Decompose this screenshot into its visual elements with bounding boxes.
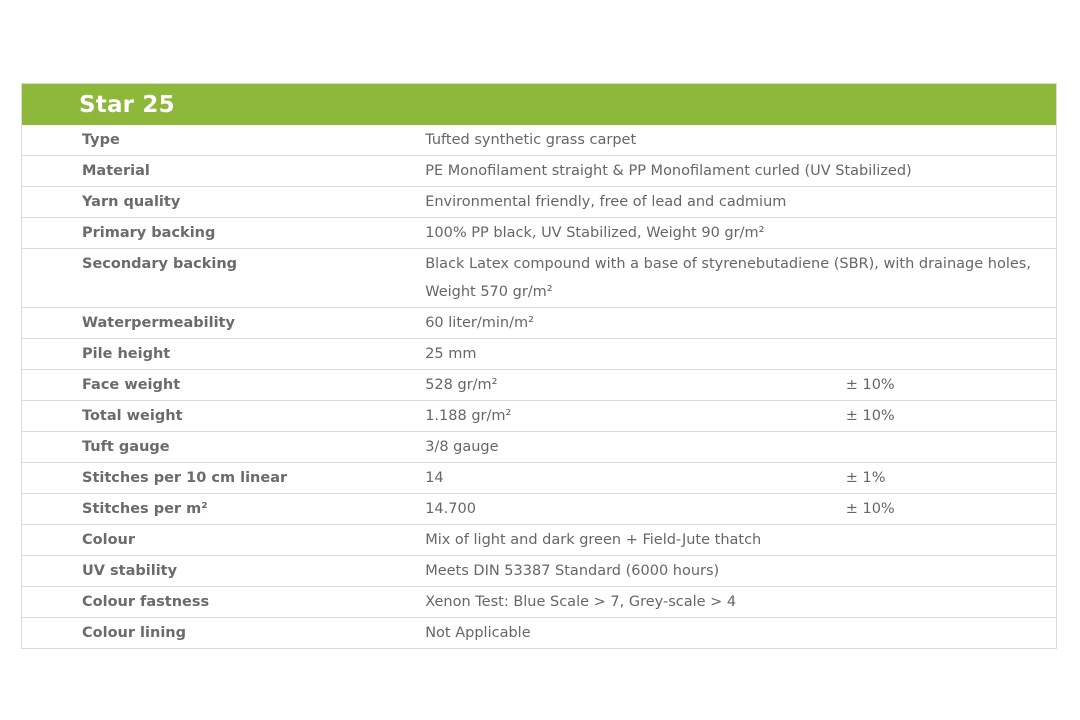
spec-value: Xenon Test: Blue Scale > 7, Grey-scale > 4: [425, 587, 1056, 618]
spec-label: Colour lining: [82, 625, 186, 641]
spec-value: 14: [425, 463, 846, 494]
spec-label: Pile height: [22, 339, 425, 370]
spec-label: Material: [22, 156, 425, 187]
spec-row: [22, 218, 1056, 249]
product-title: Star 25: [79, 91, 175, 118]
spec-value: 25 mm: [425, 339, 1056, 370]
spec-label: Secondary backing: [22, 249, 425, 308]
spec-tolerance: ± 10%: [846, 401, 1056, 432]
spec-label: Waterpermeability: [22, 308, 425, 339]
spec-tolerance: ± 10%: [846, 494, 1056, 525]
spec-value: 1.188 gr/m²: [425, 401, 846, 432]
spec-label: Tuft gauge: [22, 432, 425, 463]
spec-row: [22, 525, 1056, 556]
spec-header: [22, 84, 1056, 125]
spec-label: Yarn quality: [22, 187, 425, 218]
spec-tolerance: ± 1%: [846, 463, 1056, 494]
spec-row: [22, 432, 1056, 463]
spec-row: [22, 249, 1056, 308]
spec-value: 60 liter/min/m²: [425, 308, 1056, 339]
spec-label: Type: [22, 125, 425, 156]
spec-label: Colour fastness: [22, 587, 425, 618]
spec-value: Tufted synthetic grass carpet: [425, 125, 1056, 156]
spec-value: 14.700: [425, 494, 846, 525]
spec-label: Primary backing: [22, 218, 425, 249]
spec-row: [22, 618, 1056, 649]
spec-value: Mix of light and dark green + Field-Jute thatch: [425, 525, 1056, 556]
spec-row: [22, 401, 1056, 432]
spec-row: [22, 494, 1056, 525]
spec-value: 3/8 gauge: [425, 432, 1056, 463]
spec-value: 100% PP black, UV Stabilized, Weight 90 gr/m²: [425, 218, 1056, 249]
spec-value: Environmental friendly, free of lead and cadmium: [425, 187, 1056, 218]
spec-row: [22, 308, 1056, 339]
spec-value: PE Monofilament straight & PP Monofilament curled (UV Stabilized): [425, 156, 1056, 187]
spec-value: Not Applicable: [425, 625, 531, 641]
spec-row: [22, 339, 1056, 370]
spec-label: Total weight: [22, 401, 425, 432]
spec-row: [22, 156, 1056, 187]
spec-label: UV stability: [22, 556, 425, 587]
spec-label: Stitches per 10 cm linear: [22, 463, 425, 494]
spec-label: Colour: [22, 525, 425, 556]
spec-value: 528 gr/m²: [425, 370, 846, 401]
spec-value: Meets DIN 53387 Standard (6000 hours): [425, 556, 1056, 587]
spec-row: [22, 587, 1056, 618]
spec-row: [22, 370, 1056, 401]
spec-row: [22, 556, 1056, 587]
spec-table: [22, 125, 1056, 648]
spec-value: Black Latex compound with a base of styrenebutadiene (SBR), with drainage holes, Weight 570 gr/m²: [425, 256, 1031, 300]
spec-row: [22, 125, 1056, 156]
spec-tolerance: ± 10%: [846, 370, 1056, 401]
spec-label: Face weight: [22, 370, 425, 401]
spec-row: [22, 463, 1056, 494]
spec-row: [22, 187, 1056, 218]
spec-label: Stitches per m²: [22, 494, 425, 525]
spec-sheet: [21, 83, 1057, 649]
